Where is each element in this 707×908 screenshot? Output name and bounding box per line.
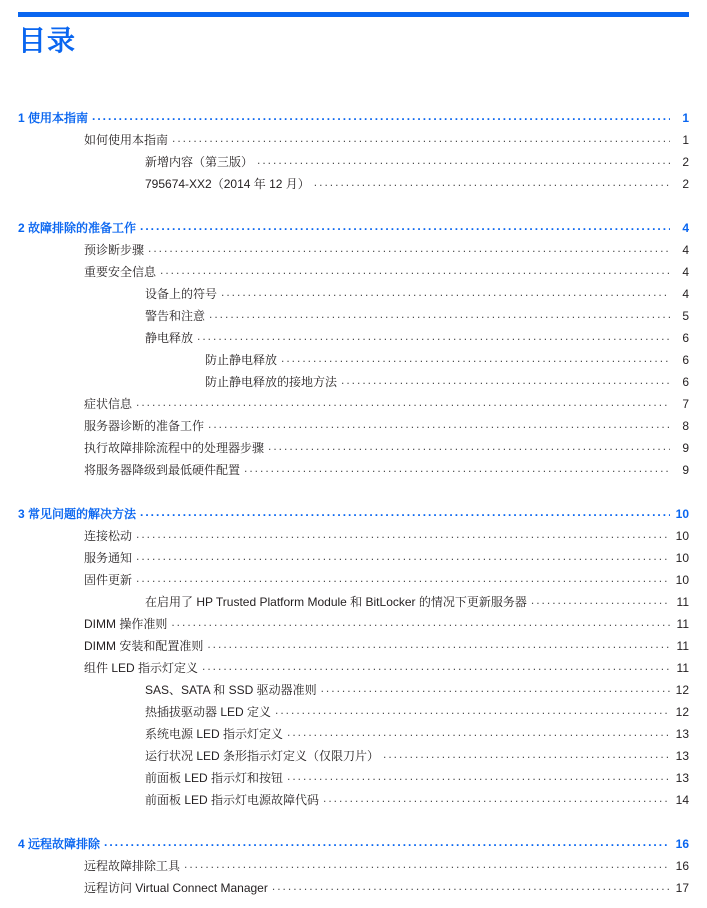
- toc-entry[interactable]: [18, 261, 689, 283]
- toc-entry[interactable]: [18, 855, 689, 877]
- toc-entry-label: 1 使用本指南: [18, 110, 89, 125]
- dot-leader: [140, 224, 670, 239]
- toc-entry[interactable]: [18, 239, 689, 261]
- toc-entry-label: 前面板 LED 指示灯和按钮: [145, 770, 284, 785]
- toc-entry-label: DIMM 操作准则: [84, 616, 168, 631]
- dot-leader: [257, 158, 670, 173]
- toc-entry-page: 2: [682, 176, 689, 191]
- toc-entry-page: 13: [675, 726, 689, 741]
- dot-leader: [244, 466, 670, 481]
- toc-entry[interactable]: [18, 723, 689, 745]
- toc-entry-label: 防止静电释放的接地方法: [205, 374, 338, 389]
- toc-entry-label: 警告和注意: [145, 308, 206, 323]
- dot-leader: [314, 180, 670, 195]
- toc-entry[interactable]: [18, 635, 689, 657]
- toc-entry-label: 3 常见问题的解决方法: [18, 506, 137, 521]
- toc-entry[interactable]: [18, 547, 689, 569]
- toc-entry[interactable]: [18, 657, 689, 679]
- toc-entry-page: 11: [676, 638, 689, 653]
- dot-leader: [140, 510, 670, 525]
- toc-entry-page: 16: [675, 858, 689, 873]
- toc-entry-page: 10: [675, 506, 689, 521]
- dot-leader: [148, 246, 670, 261]
- toc-entry[interactable]: [18, 679, 689, 701]
- toc-entry-page: 4: [682, 286, 689, 301]
- toc-entry-label: 静电释放: [145, 330, 194, 345]
- toc-entry-label: 防止静电释放: [205, 352, 278, 367]
- dot-leader: [383, 752, 670, 767]
- toc-entry[interactable]: [18, 877, 689, 899]
- toc-entry-label: 2 故障排除的准备工作: [18, 220, 137, 235]
- toc-entry[interactable]: [18, 393, 689, 415]
- toc-list: [18, 107, 689, 899]
- toc-chapter-entry[interactable]: [18, 107, 689, 129]
- toc-entry-page: 6: [682, 330, 689, 345]
- toc-entry-label: 795674-XX2（2014 年 12 月）: [145, 176, 310, 191]
- toc-entry-page: 17: [675, 880, 689, 895]
- toc-entry-page: 10: [675, 528, 689, 543]
- toc-chapter-entry[interactable]: [18, 503, 689, 525]
- toc-entry-page: 4: [682, 220, 689, 235]
- toc-entry-label: 将服务器降级到最低硬件配置: [84, 462, 241, 477]
- toc-entry[interactable]: [18, 173, 689, 195]
- toc-entry[interactable]: [18, 327, 689, 349]
- toc-entry[interactable]: [18, 789, 689, 811]
- toc-entry-label: 新增内容（第三版）: [145, 154, 254, 169]
- toc-entry[interactable]: [18, 591, 689, 613]
- toc-entry-page: 12: [675, 704, 689, 719]
- toc-entry-label: 远程访问 Virtual Connect Manager: [84, 880, 268, 895]
- dot-leader: [172, 136, 670, 151]
- toc-entry-page: 9: [682, 462, 689, 477]
- dot-leader: [272, 884, 670, 899]
- dot-leader: [287, 730, 670, 745]
- toc-entry-page: 13: [675, 770, 689, 785]
- toc-entry-page: 9: [682, 440, 689, 455]
- dot-leader: [136, 532, 670, 547]
- toc-entry-label: SAS、SATA 和 SSD 驱动器准则: [145, 682, 317, 697]
- dot-leader: [281, 356, 670, 371]
- toc-entry-page: 6: [682, 352, 689, 367]
- toc-entry-label: 组件 LED 指示灯定义: [84, 660, 199, 675]
- dot-leader: [221, 290, 670, 305]
- page-title: 目录: [18, 25, 77, 56]
- toc-entry-label: 前面板 LED 指示灯电源故障代码: [145, 792, 320, 807]
- toc-entry-page: 4: [682, 242, 689, 257]
- toc-entry-page: 2: [682, 154, 689, 169]
- toc-entry[interactable]: [18, 129, 689, 151]
- toc-entry[interactable]: [18, 613, 689, 635]
- toc-entry-label: 4 远程故障排除: [18, 836, 101, 851]
- toc-entry-page: 11: [676, 616, 689, 631]
- toc-entry-label: 预诊断步骤: [84, 242, 145, 257]
- toc-entry-page: 12: [675, 682, 689, 697]
- toc-entry-label: 固件更新: [84, 572, 133, 587]
- toc-entry-page: 10: [675, 550, 689, 565]
- toc-entry-label: 运行状况 LED 条形指示灯定义（仅限刀片）: [145, 748, 380, 763]
- toc-entry[interactable]: [18, 371, 689, 393]
- toc-entry-label: 连接松动: [84, 528, 133, 543]
- toc-entry-label: 执行故障排除流程中的处理器步骤: [84, 440, 265, 455]
- dot-leader: [136, 576, 670, 591]
- toc-entry-label: 服务通知: [84, 550, 133, 565]
- toc-entry-label: 服务器诊断的准备工作: [84, 418, 205, 433]
- toc-entry-label: 如何使用本指南: [84, 132, 169, 147]
- toc-entry-label: 设备上的符号: [145, 286, 218, 301]
- toc-entry-page: 8: [682, 418, 689, 433]
- toc-entry-page: 11: [676, 594, 689, 609]
- toc-entry-page: 1: [682, 110, 689, 125]
- toc-entry[interactable]: [18, 349, 689, 371]
- toc-chapter-entry[interactable]: [18, 217, 689, 239]
- toc-entry-page: 7: [682, 396, 689, 411]
- toc-entry-page: 1: [682, 132, 689, 147]
- toc-entry-label: 重要安全信息: [84, 264, 157, 279]
- toc-entry-page: 11: [676, 660, 689, 675]
- toc-entry[interactable]: [18, 151, 689, 173]
- dot-leader: [268, 444, 670, 459]
- toc-entry[interactable]: [18, 283, 689, 305]
- toc-entry-page: 4: [682, 264, 689, 279]
- toc-entry-label: 远程故障排除工具: [84, 858, 181, 873]
- dot-leader: [531, 598, 670, 613]
- toc-entry[interactable]: [18, 569, 689, 591]
- dot-leader: [202, 664, 670, 679]
- dot-leader: [341, 378, 670, 393]
- dot-leader: [197, 334, 670, 349]
- toc-entry[interactable]: [18, 459, 689, 481]
- dot-leader: [287, 774, 670, 789]
- dot-leader: [184, 862, 670, 877]
- toc-entry-label: 在启用了 HP Trusted Platform Module 和 BitLocker 的情况下更新服务器: [145, 594, 527, 609]
- title-rule: [18, 12, 689, 17]
- dot-leader: [160, 268, 670, 283]
- dot-leader: [208, 422, 670, 437]
- toc-entry[interactable]: [18, 767, 689, 789]
- toc-entry-label: DIMM 安装和配置准则: [84, 638, 204, 653]
- dot-leader: [92, 114, 670, 129]
- dot-leader: [136, 554, 670, 569]
- dot-leader: [209, 312, 670, 327]
- toc-entry[interactable]: [18, 415, 689, 437]
- toc-chapter-entry[interactable]: [18, 833, 689, 855]
- toc-entry-page: 10: [675, 572, 689, 587]
- dot-leader: [275, 708, 670, 723]
- dot-leader: [323, 796, 670, 811]
- toc-entry-label: 热插拔驱动器 LED 定义: [145, 704, 272, 719]
- toc-entry-page: 6: [682, 374, 689, 389]
- toc-entry[interactable]: [18, 305, 689, 327]
- toc-entry[interactable]: [18, 745, 689, 767]
- toc-entry-page: 14: [675, 792, 689, 807]
- dot-leader: [136, 400, 670, 415]
- toc-entry[interactable]: [18, 437, 689, 459]
- toc-entry-label: 系统电源 LED 指示灯定义: [145, 726, 284, 741]
- toc-entry[interactable]: [18, 525, 689, 547]
- toc-entry-page: 16: [675, 836, 689, 851]
- dot-leader: [171, 620, 670, 635]
- toc-entry-page: 13: [675, 748, 689, 763]
- toc-entry-page: 5: [682, 308, 689, 323]
- dot-leader: [321, 686, 670, 701]
- dot-leader: [104, 840, 670, 855]
- dot-leader: [207, 642, 670, 657]
- toc-entry[interactable]: [18, 701, 689, 723]
- toc-entry-label: 症状信息: [84, 396, 133, 411]
